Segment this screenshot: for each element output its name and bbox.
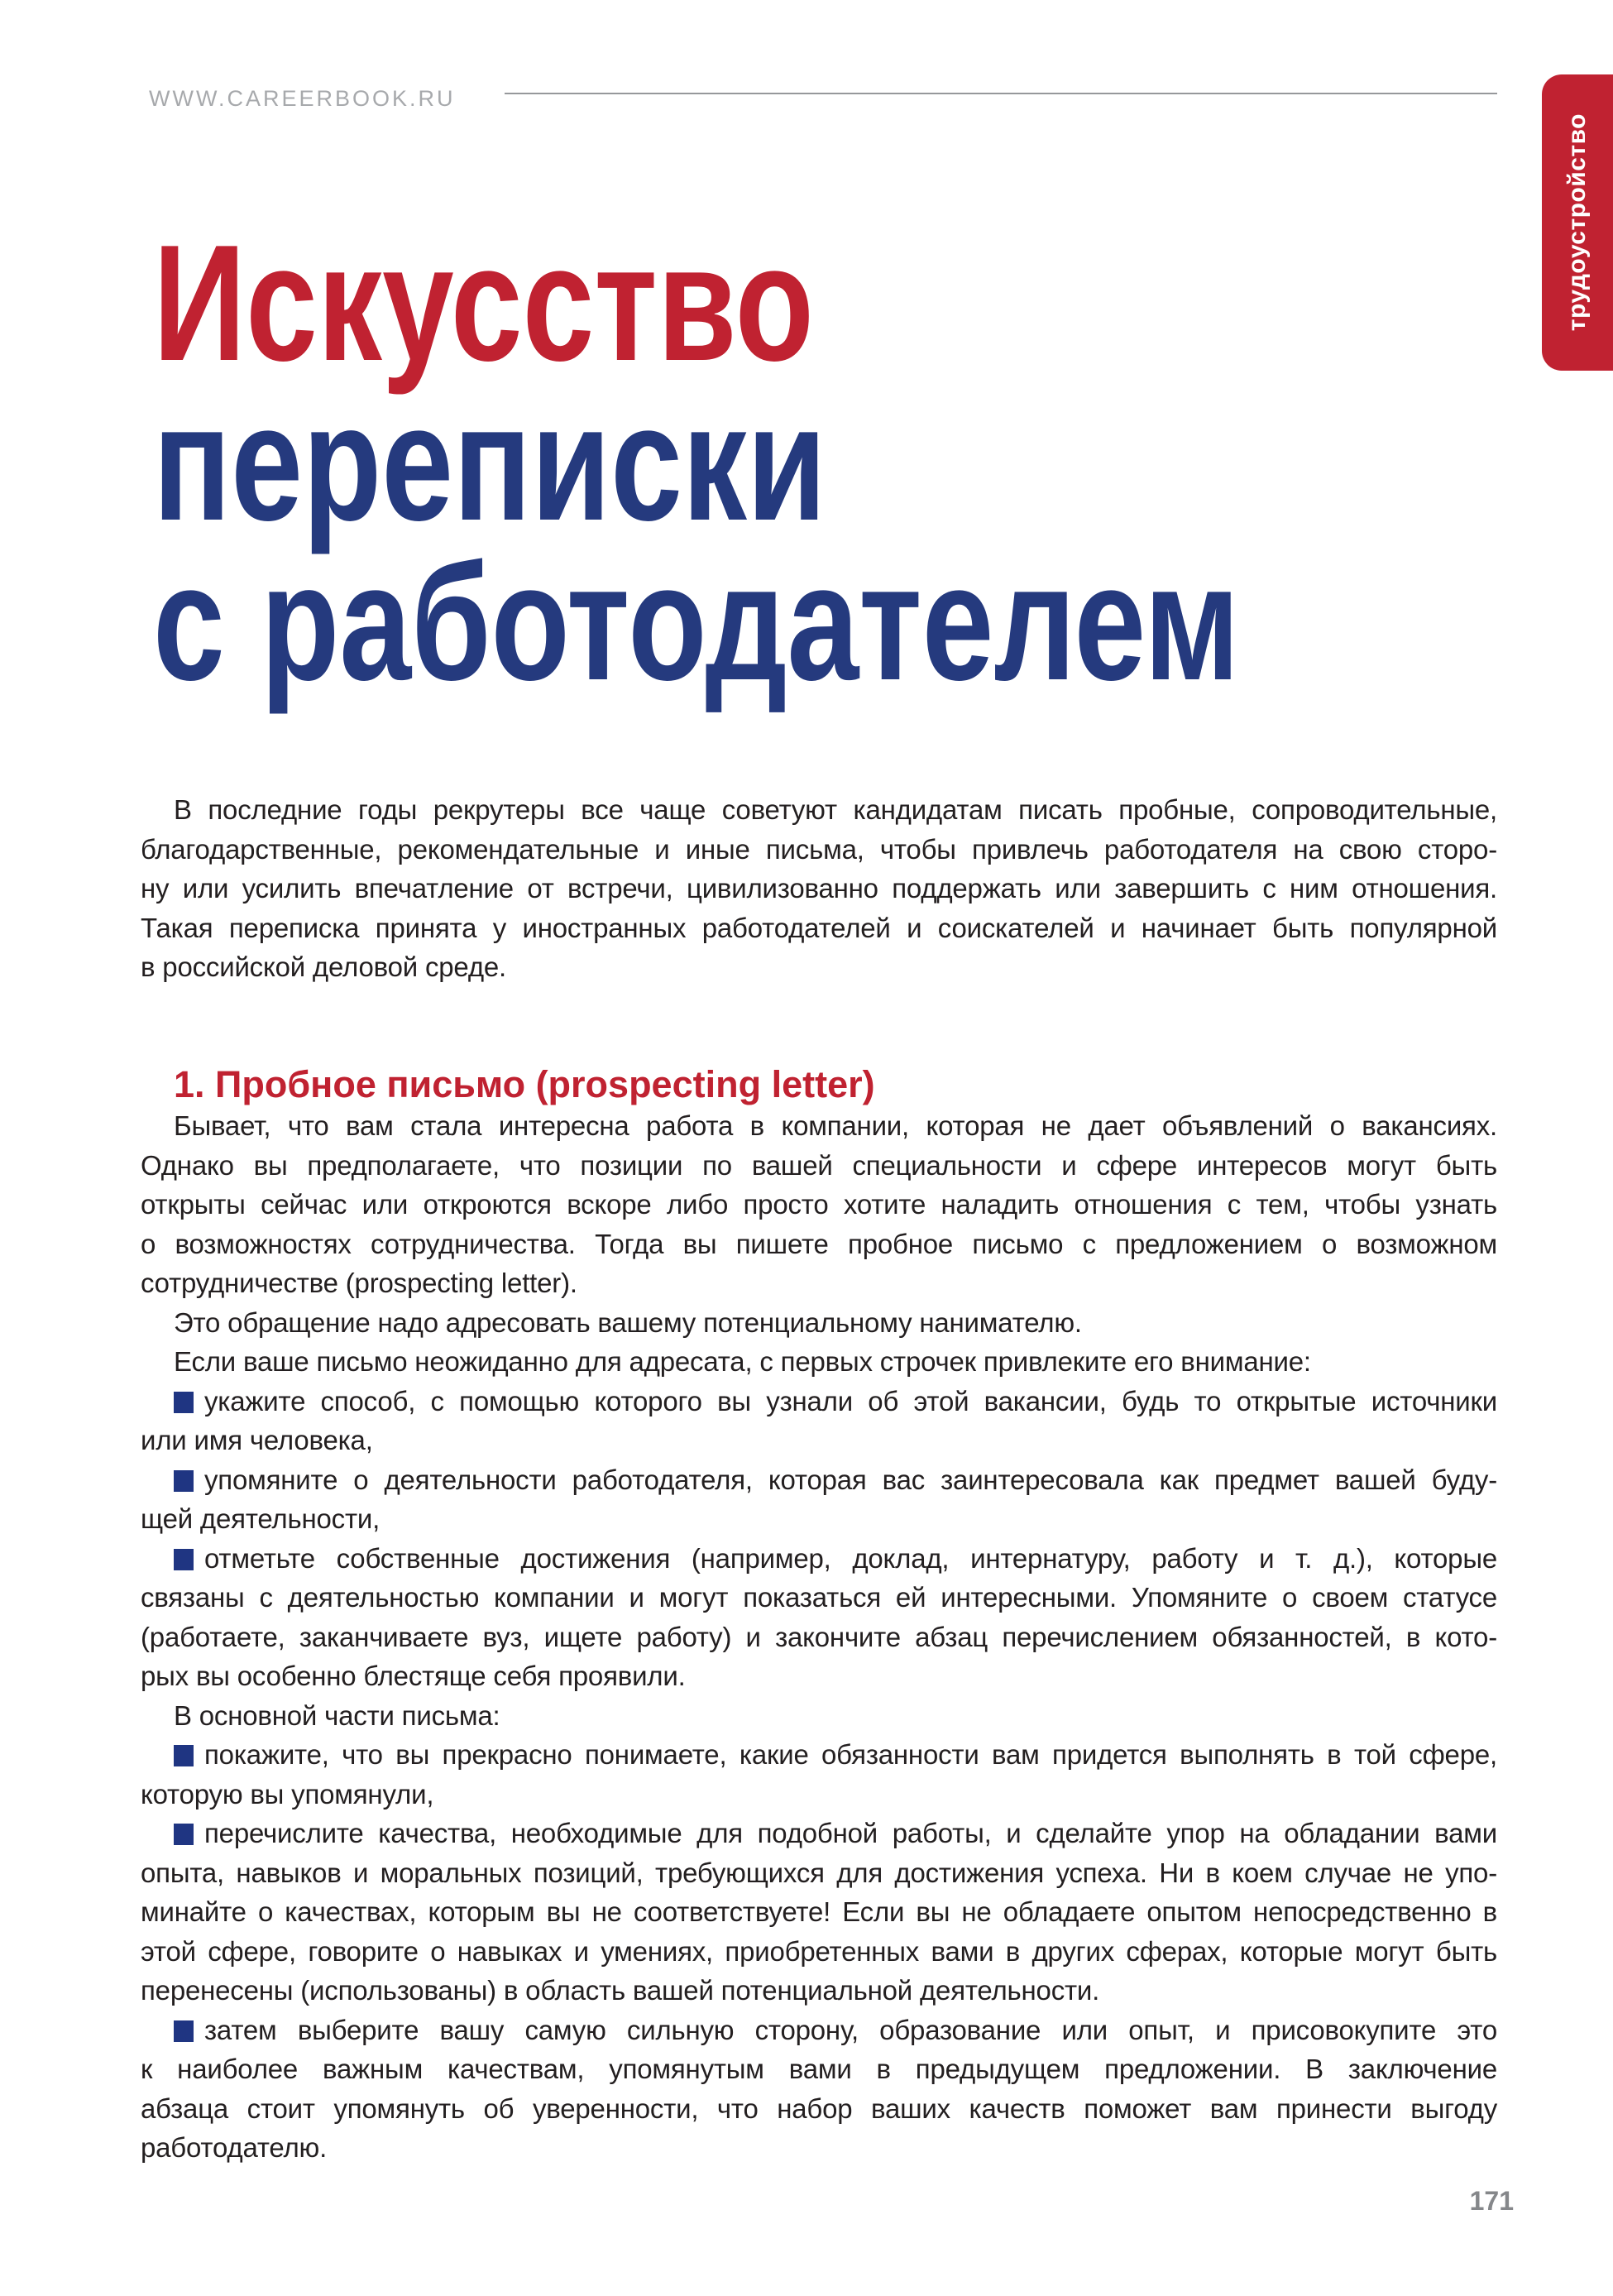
paragraph: [141, 790, 1497, 987]
bullet-line: перенесены (использованы) в область вашей потенциальной деятельности.: [141, 1975, 1100, 2006]
bullet-line: связаны с деятельностью компании и могут показаться ей интересными. Упомяните о своем статусе: [141, 1582, 1497, 1613]
bullet-line: укажите способ, с помощью которого вы узнали об этой вакансии, будь то открытые источники: [141, 1382, 1497, 1421]
bullet-item: [141, 1382, 1497, 1460]
bullet-line: к наиболее важным качествам, упомянутым вами в предыдущем предложении. В заключение: [141, 2054, 1497, 2084]
text-line: сотрудничестве (prospecting letter).: [141, 1268, 577, 1298]
text-line: В последние годы рекрутеры все чаще советуют кандидатам писать пробные, сопроводительные,: [174, 794, 1497, 825]
text-line: благодарственные, рекомендательные и иные письма, чтобы привлечь работодателя на свою сторо-: [141, 833, 1497, 865]
page-title-line1: Искусство: [153, 211, 814, 395]
text-line: Это обращение надо адресовать вашему потенциальному нанимателю.: [174, 1306, 1082, 1338]
bullet-line: или имя человека,: [141, 1425, 373, 1455]
bullet-line: абзаца стоит упомянуть об уверенности, что набор ваших качеств поможет вам принести выгоду: [141, 2092, 1497, 2124]
bullet-line: щей деятельности,: [141, 1503, 381, 1534]
bullet-item: [141, 1539, 1497, 1696]
paragraph: [141, 1303, 1497, 1343]
page-title: [153, 211, 1379, 715]
bullet-line: отметьте собственные достижения (например, доклад, интернатуру, работу и т. д.), которые: [141, 1539, 1497, 1579]
text-line: Если ваше письмо неожиданно для адресата, с первых строчек привлеките его внимание:: [174, 1346, 1311, 1377]
bullet-item: [141, 2011, 1497, 2168]
page-number: 171: [1469, 2186, 1514, 2216]
text-line: в российской деловой среде.: [141, 951, 507, 982]
text-line: ну или усилить впечатление от встречи, цивилизованно поддержать или завершить с ним отношения.: [141, 873, 1497, 904]
bullet-square-icon: [174, 2020, 194, 2042]
bullet-item: [141, 1814, 1497, 2011]
bullet-item: [141, 1460, 1497, 1539]
bullet-line: перечислите качества, необходимые для подобной работы, и сделайте упор на обладании вами: [141, 1814, 1497, 1853]
bullet-square-icon: [174, 1392, 194, 1413]
bullet-item: [141, 1735, 1497, 1814]
bullet-line: рых вы особенно блестяще себя проявили.: [141, 1661, 686, 1691]
bullet-line: работодателю.: [141, 2132, 328, 2163]
paragraph: [141, 1696, 1497, 1736]
intro-paragraph: [141, 790, 1497, 987]
bullet-line: этой сфере, говорите о навыках и умениях, приобретенных вами в других сферах, которые могут быть: [141, 1935, 1497, 1967]
text-line: Бывает, что вам стала интересна работа в компании, которая не дает объявлений о вакансиях.: [174, 1110, 1497, 1141]
page-title-line3: с работодателем: [153, 530, 1240, 715]
bullet-square-icon: [174, 1745, 194, 1766]
bullet-square-icon: [174, 1470, 194, 1492]
bullet-square-icon: [174, 1824, 194, 1845]
bullet-line: минайте о качествах, которым вы не соответствуете! Если вы не обладаете опытом непосредственно в: [141, 1896, 1497, 1927]
bullet-line: которую вы упомянули,: [141, 1778, 434, 1809]
text-line: В основной части письма:: [174, 1699, 500, 1731]
bullet-line: (работаете, заканчиваете вуз, ищете работу) и закончите абзац перечислением обязанностей, в кото-: [141, 1621, 1497, 1652]
bullet-line: затем выберите вашу самую сильную сторону, образование или опыт, и присовокупите это: [141, 2011, 1497, 2050]
section-body: [141, 1106, 1497, 2168]
bullet-line: покажите, что вы прекрасно понимаете, какие обязанности вам придется выполнять в той сфере,: [141, 1735, 1497, 1775]
bullet-square-icon: [174, 1549, 194, 1570]
section-tab-label: трудоустройство: [1563, 113, 1591, 332]
section-heading: 1. Пробное письмо (prospecting letter): [174, 1063, 875, 1105]
text-line: Такая переписка принята у иностранных работодателей и соискателей и начинает быть популярной: [141, 912, 1497, 943]
header-rule: [505, 93, 1497, 94]
text-line: о возможностях сотрудничества. Тогда вы пишете пробное письмо с предложением о возможном: [141, 1228, 1497, 1259]
page-title-line2: переписки: [153, 371, 826, 555]
paragraph: [141, 1106, 1497, 1303]
site-url: WWW.CAREERBOOK.RU: [149, 86, 456, 111]
paragraph: [141, 1342, 1497, 1382]
section-tab-employment: [1542, 74, 1613, 371]
bullet-line: опыта, навыков и моральных позиций, требующихся для достижения успеха. Ни в коем случае не упо-: [141, 1857, 1497, 1888]
bullet-line: упомяните о деятельности работодателя, которая вас заинтересовала как предмет вашей буду-: [141, 1460, 1497, 1500]
text-line: открыты сейчас или откроются вскоре либо просто хотите наладить отношения с тем, чтобы узнать: [141, 1189, 1497, 1220]
text-line: Однако вы предполагаете, что позиции по вашей специальности и сфере интересов могут быть: [141, 1149, 1497, 1181]
